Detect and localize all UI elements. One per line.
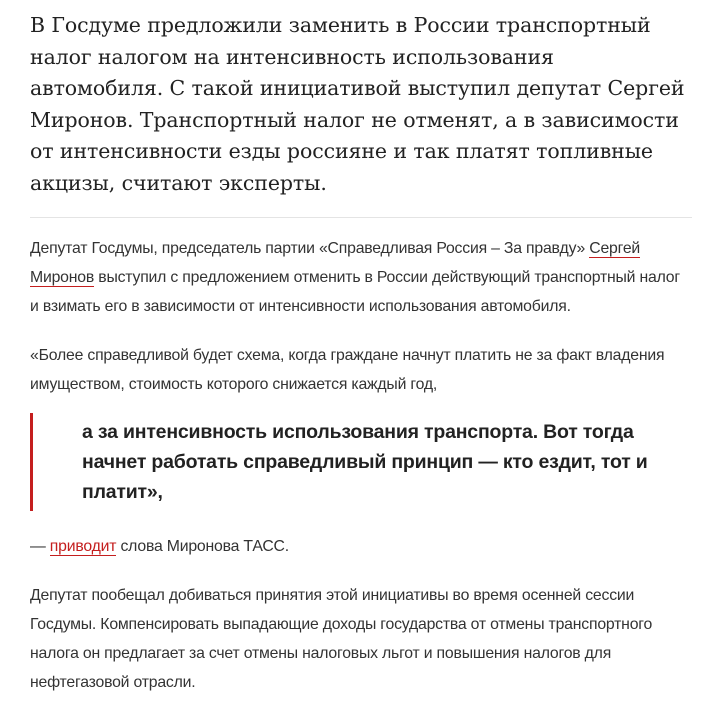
paragraph-4: Депутат пообещал добиваться принятия этой инициативы во время осенней сессии Госдумы. Компенсировать выпадающие доходы государства от отмены транспортного налога он предлагает за счет отмены налоговых льгот и повышения налогов для нефтегазовой отрасли. <box>30 587 653 691</box>
quote-bar <box>30 413 33 511</box>
paragraph-1-text-end: выступил с предложением отменить в России действующий транспортный налог и взимать его в зависимости от интенсивности использования автомобиля. <box>30 269 680 315</box>
quote-text: а за интенсивность использования транспорта. Вот тогда начнет работать справедливый принцип — кто ездит, тот и платит», <box>82 421 648 503</box>
divider <box>30 217 692 218</box>
paragraph-1 <box>30 234 692 321</box>
article <box>30 10 692 697</box>
attribution-text: слова Миронова ТАСС. <box>116 538 289 555</box>
mironov-link[interactable]: Сергей Миронов <box>30 240 641 286</box>
blockquote <box>30 413 692 511</box>
source-link[interactable]: приводит <box>49 538 117 555</box>
article-lead: В Госдуме предложили заменить в России транспортный налог налогом на интенсивность использования автомобиля. С такой инициативой выступил депутат Сергей Миронов. Транспортный налог не отменят, а в зависимости от интенсивности езды россияне и так платят топливные акцизы, считают эксперты. <box>30 13 685 195</box>
attribution <box>30 533 692 561</box>
paragraph-2: «Более справедливой будет схема, когда граждане начнут платить не за факт владения имуществом, стоимость которого снижается каждый год, <box>30 347 665 393</box>
attribution-dash: — <box>30 538 50 555</box>
paragraph-1-text-start: Депутат Госдумы, председатель партии «Справедливая Россия – За правду» <box>30 240 590 257</box>
